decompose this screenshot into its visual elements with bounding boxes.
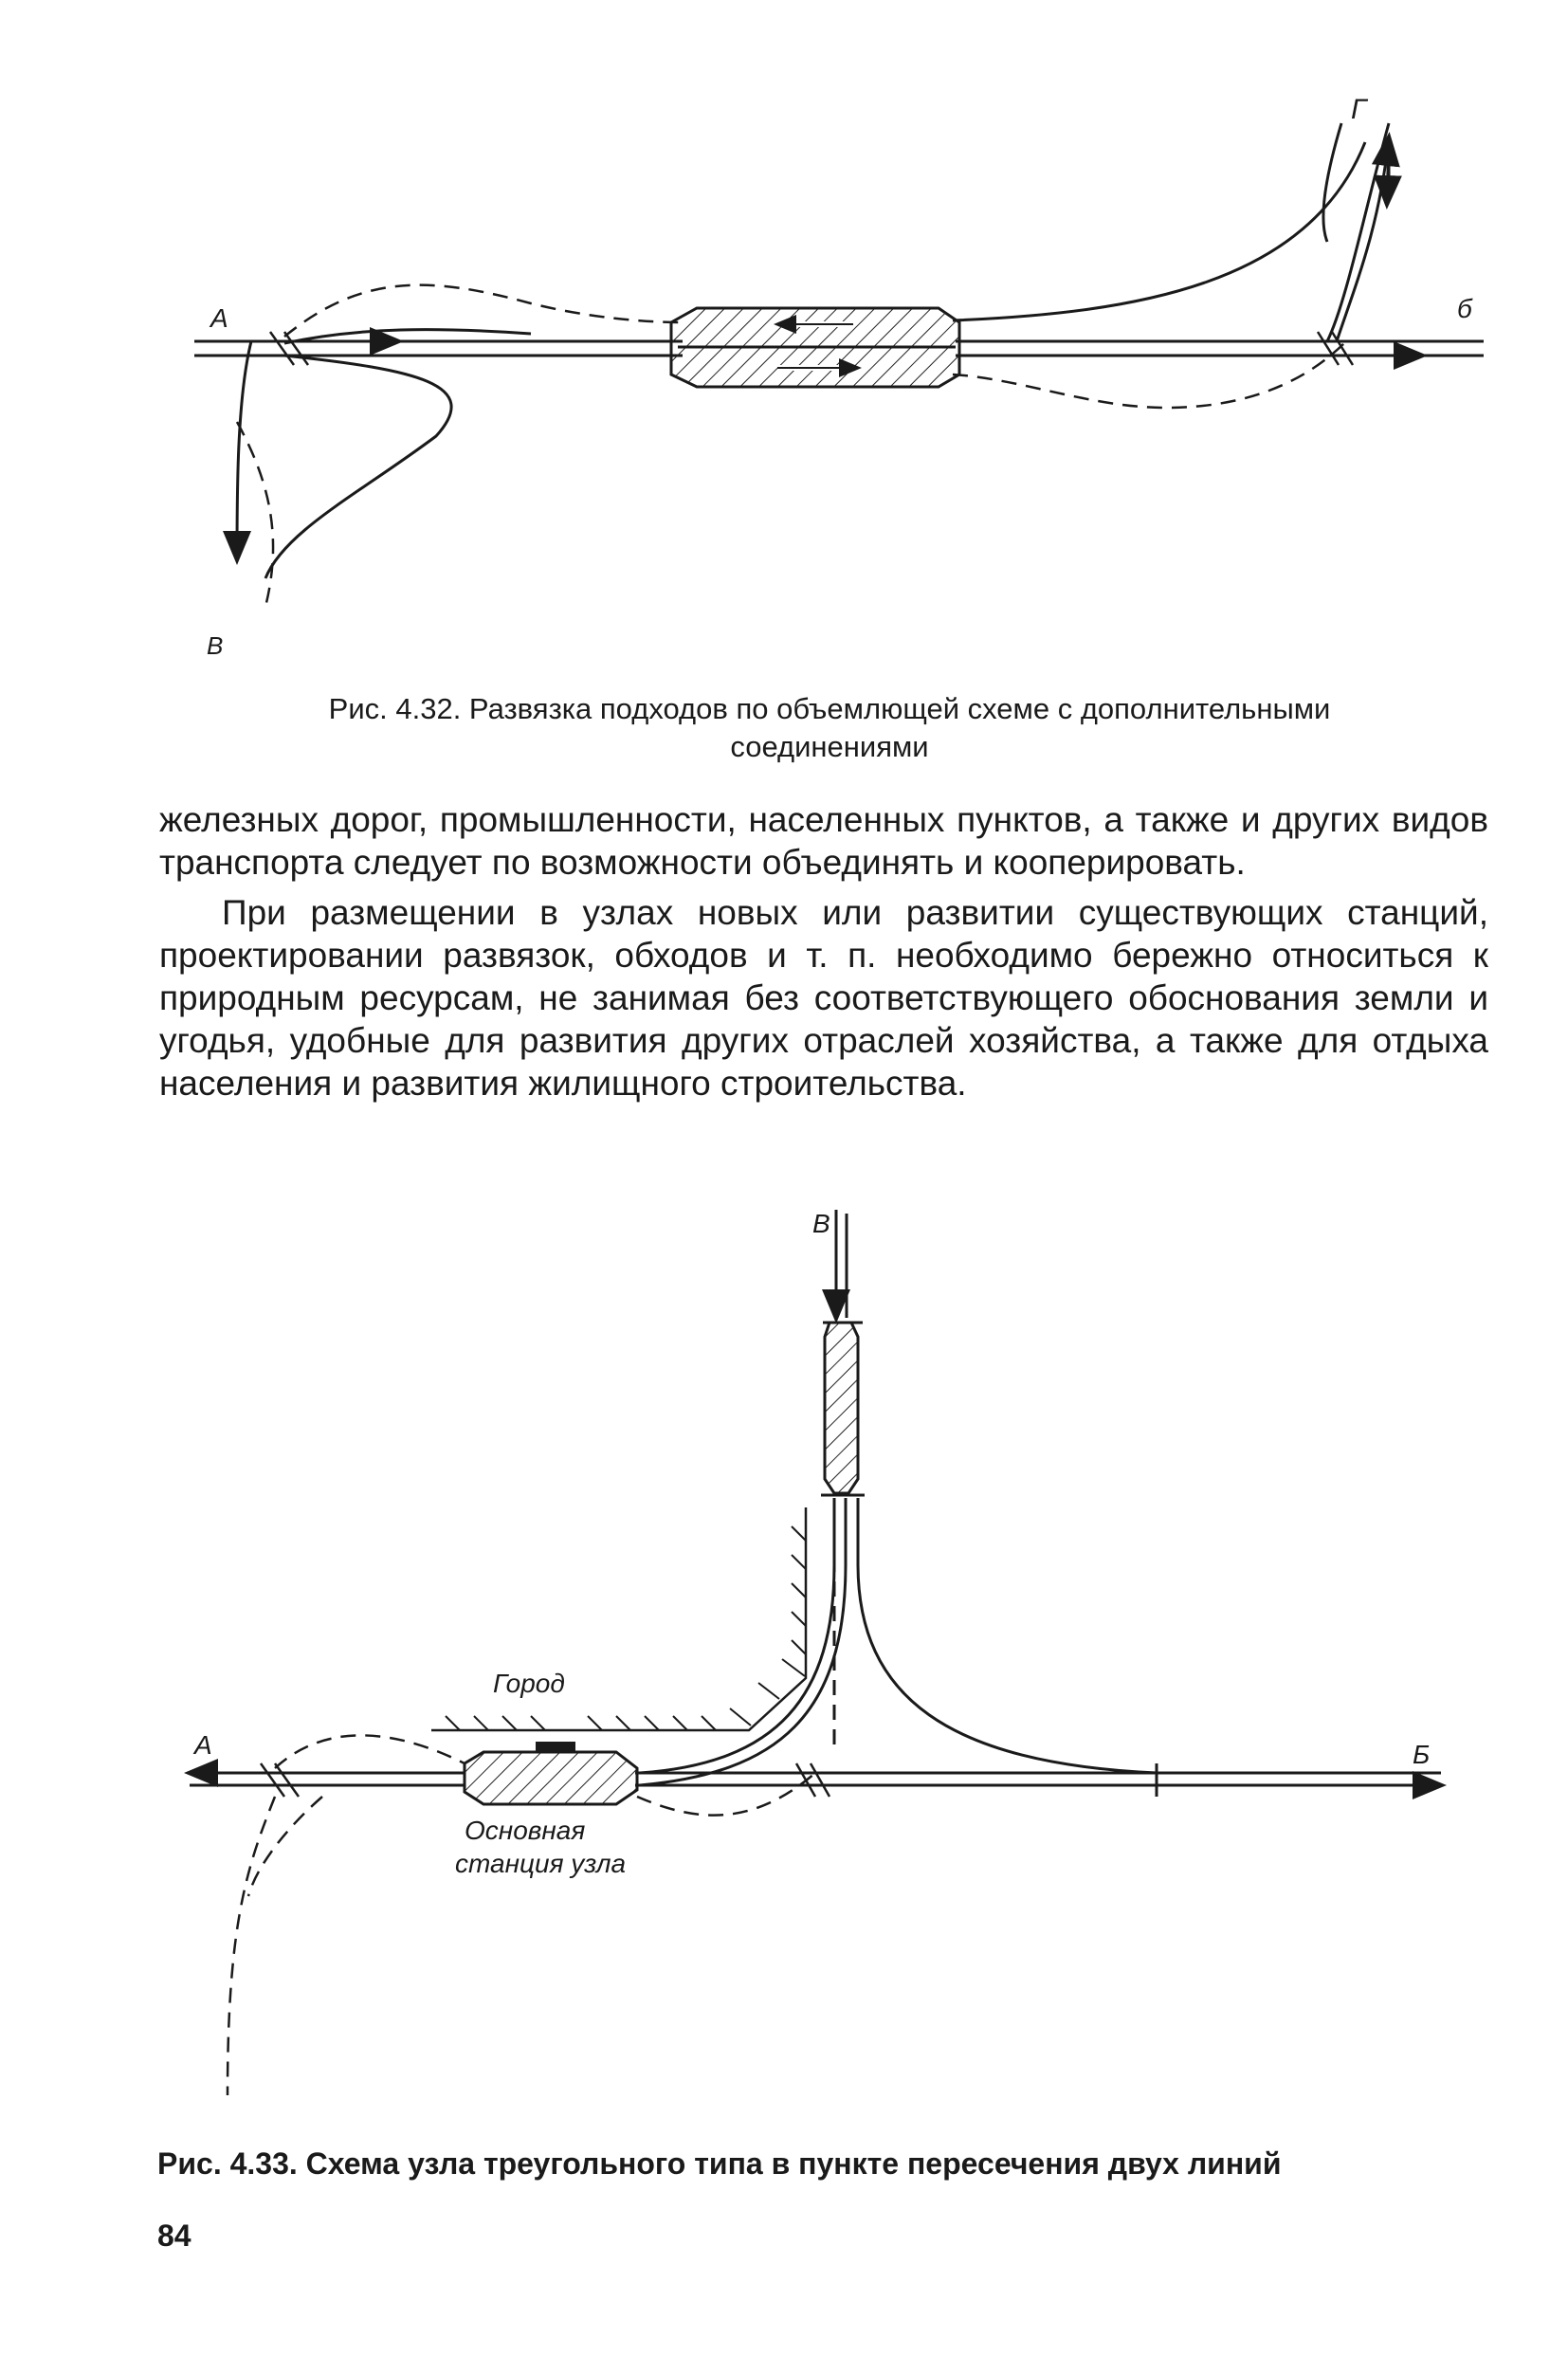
label-station-1: Основная <box>465 1816 586 1845</box>
station-hatched <box>671 308 959 387</box>
label-b: б <box>1457 294 1472 323</box>
figure-4-33 <box>0 1204 1568 2133</box>
page-number: 84 <box>157 2219 191 2253</box>
vertical-track <box>640 1210 1157 1785</box>
figure-4-32 <box>0 0 1568 683</box>
label-g: Г <box>1351 94 1367 125</box>
city-boundary <box>431 1507 806 1730</box>
city-marker <box>536 1742 575 1751</box>
figure-4-33-caption: Рис. 4.33. Схема узла треугольного типа в пункте пересечения двух линий <box>157 2146 1282 2181</box>
caption-line-1: Рис. 4.32. Развязка подходов по объемлющей схеме с дополнительными <box>328 692 1331 725</box>
caption-line-2: соединениями <box>730 730 929 763</box>
paragraph-1: железных дорог, промышленности, населенных пунктов, а также и других видов транспорта следует по возможности объединять и кооперировать. <box>159 800 1488 882</box>
label-a-2: А <box>194 1730 212 1760</box>
label-city: Город <box>493 1669 565 1698</box>
horizontal-track <box>190 1763 1441 1797</box>
label-a: А <box>210 303 228 333</box>
body-text <box>159 798 1488 1105</box>
label-v-2: В <box>812 1209 830 1238</box>
label-v: В <box>207 631 224 660</box>
figure-4-32-caption <box>171 690 1488 766</box>
label-station-2: станция узла <box>455 1849 627 1878</box>
paragraph-2: При размещении в узлах новых или развитии существующих станций, проектировании развязок, обходов и т. п. необходимо бережно относиться к природным ресурсам, не занимая без соответствующего обоснования земли и угодья, удобные для развития других отраслей хозяйства, а также для отдыха населения и развития жилищного строительства. <box>159 893 1488 1103</box>
label-b-2: Б <box>1413 1740 1431 1769</box>
main-station <box>465 1752 637 1804</box>
